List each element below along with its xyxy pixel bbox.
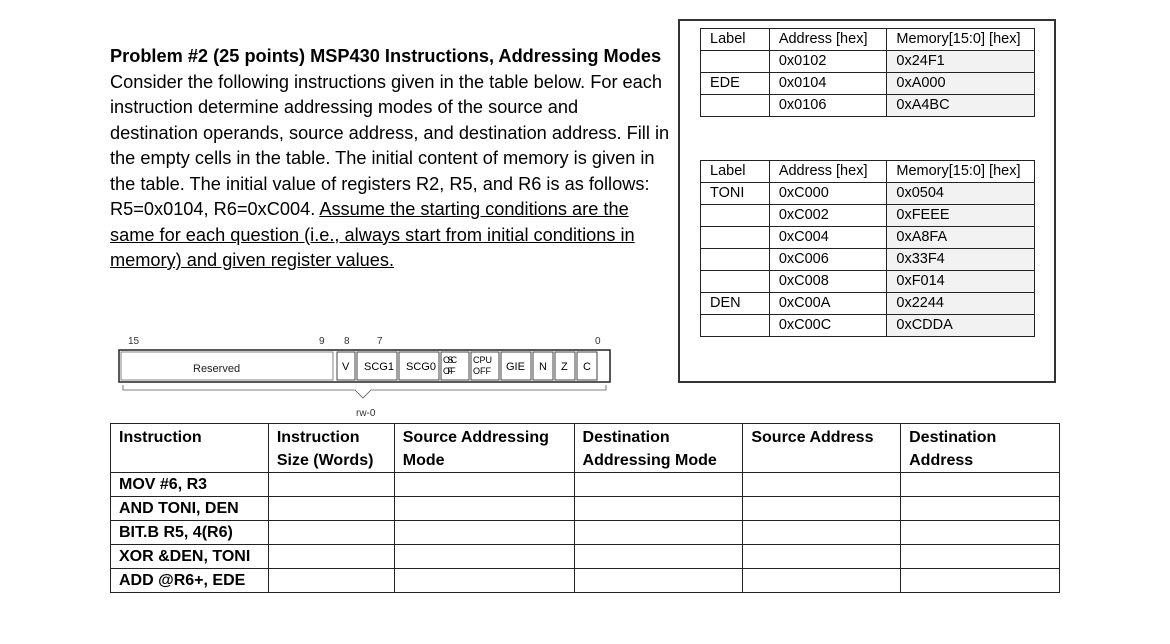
memory-row [701,205,1035,227]
source-address-input-cell[interactable] [743,521,901,545]
reserved-field: Reserved [193,363,241,375]
field-c: C [583,361,591,373]
size-input-cell[interactable] [268,497,394,521]
memory-table-header [701,161,1035,183]
mem-label: EDE [701,73,770,95]
destination-mode-input-cell[interactable] [574,545,743,569]
destination-mode-input-cell[interactable] [574,473,743,497]
mem-value: 0xCDDA [887,315,1035,337]
memory-table-header [701,29,1035,51]
field-cpuoff-line1: CPU [473,355,493,365]
field-scg0: SCG0 [406,361,436,373]
destination-mode-input-cell[interactable] [574,569,743,593]
source-address-input-cell[interactable] [743,473,901,497]
status-register-diagram [118,332,614,422]
memory-table-1 [700,28,1035,117]
table-row [111,497,1060,521]
mem-value: 0xA4BC [887,95,1035,117]
bit-number-7: 7 [377,336,383,347]
destination-mode-input-cell[interactable] [574,521,743,545]
problem-statement [110,44,670,274]
header-address: Address [hex] [769,161,887,183]
instruction-cell: XOR &DEN, TONI [111,545,269,569]
memory-row [701,95,1035,117]
field-oscoff [443,355,458,376]
source-mode-input-cell[interactable] [394,473,574,497]
memory-row [701,315,1035,337]
instruction-cell: ADD @R6+, EDE [111,569,269,593]
source-address-input-cell[interactable] [743,545,901,569]
instruction-table [110,423,1060,593]
instruction-cell: BIT.B R5, 4(R6) [111,521,269,545]
mem-label [701,205,770,227]
instruction-cell: MOV #6, R3 [111,473,269,497]
field-z: Z [561,361,568,373]
destination-address-input-cell[interactable] [901,521,1060,545]
memory-row [701,51,1035,73]
problem-body-text: Consider the following instructions given in the table below. For each instruction determine addressing modes of the source and destination operands, source address, and destination address. Fill in the empty cells in the table. The initial content of memory is given in the table. The initial value of registers R2, R5, and R6 is as follows: R5=0x0104, R6=0xC004. [110,71,670,219]
mem-address: 0xC000 [769,183,887,205]
memory-row [701,183,1035,205]
source-mode-input-cell[interactable] [394,545,574,569]
mem-address: 0xC00A [769,293,887,315]
header-address: Address [hex] [769,29,887,51]
memory-row [701,73,1035,95]
memory-row [701,293,1035,315]
mem-label [701,51,770,73]
field-bracket [123,385,606,398]
field-cpuoff-line2: OFF [473,366,491,376]
memory-row [701,227,1035,249]
header-source-address: Source Address [743,424,901,473]
header-destination-address: Destination Address [901,424,1060,473]
mem-address: 0xC006 [769,249,887,271]
destination-address-input-cell[interactable] [901,473,1060,497]
table-row [111,521,1060,545]
bit-number-15: 15 [128,336,140,347]
header-instruction-size: Instruction Size (Words) [268,424,394,473]
source-mode-input-cell[interactable] [394,521,574,545]
field-oscoff-line1: OSC [443,355,458,365]
mem-value: 0xF014 [887,271,1035,293]
mem-label [701,95,770,117]
mem-label: DEN [701,293,770,315]
problem-title: Problem #2 (25 points) MSP430 Instructions, Addressing Modes [110,46,662,66]
mem-address: 0xC00C [769,315,887,337]
mem-address: 0xC002 [769,205,887,227]
destination-address-input-cell[interactable] [901,569,1060,593]
header-label: Label [701,29,770,51]
table-row [111,569,1060,593]
field-n: N [539,361,547,373]
mem-value: 0xFEEE [887,205,1035,227]
size-input-cell[interactable] [268,569,394,593]
mem-value: 0x0504 [887,183,1035,205]
memory-row [701,271,1035,293]
field-v: V [342,361,350,373]
mem-address: 0x0102 [769,51,887,73]
mem-address: 0x0106 [769,95,887,117]
size-input-cell[interactable] [268,545,394,569]
header-destination-mode: Destination Addressing Mode [574,424,743,473]
memory-row [701,249,1035,271]
destination-address-input-cell[interactable] [901,545,1060,569]
mem-address: 0xC008 [769,271,887,293]
mem-address: 0xC004 [769,227,887,249]
mem-label: TONI [701,183,770,205]
header-memory: Memory[15:0] [hex] [887,161,1035,183]
instruction-cell: AND TONI, DEN [111,497,269,521]
mem-label [701,227,770,249]
problem-underlined-note: Assume the starting conditions are the same for each question (i.e., always start from initial conditions in memory) and given register values. [110,199,635,270]
bit-number-0: 0 [595,336,601,347]
field-scg1: SCG1 [364,361,394,373]
bit-number-9: 9 [319,336,325,347]
bit-number-8: 8 [344,336,350,347]
destination-mode-input-cell[interactable] [574,497,743,521]
table-row [111,473,1060,497]
mem-value: 0xA8FA [887,227,1035,249]
header-memory: Memory[15:0] [hex] [887,29,1035,51]
mem-value: 0x33F4 [887,249,1035,271]
mem-value: 0xA000 [887,73,1035,95]
mem-label [701,315,770,337]
source-address-input-cell[interactable] [743,569,901,593]
destination-address-input-cell[interactable] [901,497,1060,521]
mem-label [701,249,770,271]
mem-address: 0x0104 [769,73,887,95]
problem-body [110,70,670,274]
field-gie: GIE [506,361,525,373]
memory-table-2 [700,160,1035,337]
source-mode-input-cell[interactable] [394,497,574,521]
mem-label [701,271,770,293]
size-input-cell[interactable] [268,473,394,497]
instruction-table-header [111,424,1060,473]
source-address-input-cell[interactable] [743,497,901,521]
access-note: rw-0 [356,408,376,419]
table-row [111,545,1060,569]
field-oscoff-line2: OFF [443,366,456,376]
header-instruction: Instruction [111,424,269,473]
size-input-cell[interactable] [268,521,394,545]
header-label: Label [701,161,770,183]
mem-value: 0x24F1 [887,51,1035,73]
source-mode-input-cell[interactable] [394,569,574,593]
header-source-mode: Source Addressing Mode [394,424,574,473]
mem-value: 0x2244 [887,293,1035,315]
